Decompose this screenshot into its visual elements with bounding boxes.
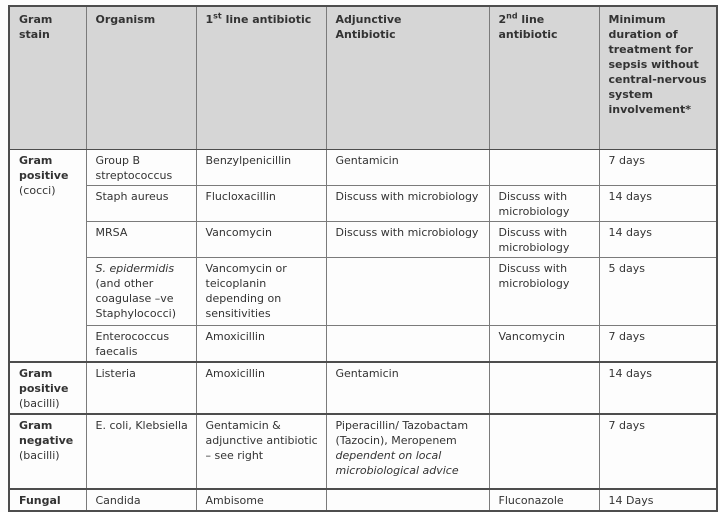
first-line-num: 1: [205, 13, 214, 26]
cell-second-line: Vancomycin: [489, 325, 599, 362]
cell-adjunctive: [326, 414, 489, 489]
cell-second-line: Discuss with microbiology: [489, 221, 599, 257]
cell-first-line: Amoxicillin: [196, 325, 326, 362]
adjunctive-header-label: Adjunctive Antibiotic: [335, 13, 402, 41]
cell-first-line: Gentamicin & adjunctive antibiotic – see right: [196, 414, 326, 489]
first-line-rest: line antibiotic: [221, 13, 312, 26]
cell-organism: Enterococcus faecalis: [86, 325, 196, 362]
cell-duration: 14 days: [599, 221, 717, 257]
table-row-candida: [9, 489, 717, 511]
table-row-e-coli-klebsiella: [9, 414, 717, 489]
header-row: [9, 6, 717, 149]
cell-second-line: [489, 414, 599, 489]
col-header-second-line-antibiotic: [489, 6, 599, 149]
cell-adjunctive: Discuss with microbiology: [326, 221, 489, 257]
gram-stain-qualifier: (bacilli): [19, 448, 60, 462]
cell-duration: 14 days: [599, 362, 717, 414]
cell-organism: [86, 257, 196, 325]
table-row-listeria: [9, 362, 717, 414]
table-row-s-epidermidis: [9, 257, 717, 325]
cell-adjunctive: [326, 489, 489, 511]
cell-gram-stain-gram-positive-bacilli: [9, 362, 86, 414]
cell-organism: MRSA: [86, 221, 196, 257]
col-header-adjunctive-antibiotic: [326, 6, 489, 149]
cell-gram-stain-fungal: [9, 489, 86, 511]
cell-duration: 14 days: [599, 185, 717, 221]
organism-name-rest: (and other coagulase –ve Staphylococci): [95, 276, 177, 320]
adjunctive-text: Piperacillin/ Tazobactam (Tazocin), Meropenem: [335, 418, 469, 447]
antibiotic-guideline-table: [8, 5, 718, 512]
cell-duration: 5 days: [599, 257, 717, 325]
cell-organism: Group B streptococcus: [86, 149, 196, 185]
cell-organism: E. coli, Klebsiella: [86, 414, 196, 489]
second-line-num: 2: [498, 13, 507, 26]
cell-organism: Candida: [86, 489, 196, 511]
cell-second-line: Discuss with microbiology: [489, 185, 599, 221]
gram-stain-name: Fungal: [19, 493, 61, 507]
cell-duration: 7 days: [599, 414, 717, 489]
cell-second-line: [489, 362, 599, 414]
second-line-ordinal-suffix: nd: [506, 11, 518, 21]
second-line-rest: line antibiotic: [498, 13, 558, 41]
cell-first-line: Vancomycin: [196, 221, 326, 257]
cell-adjunctive: Gentamicin: [326, 149, 489, 185]
cell-organism: Listeria: [86, 362, 196, 414]
gram-stain-name: Gram negative: [19, 418, 74, 447]
col-header-organism: Organism: [86, 6, 196, 149]
cell-second-line: [489, 149, 599, 185]
cell-second-line: Fluconazole: [489, 489, 599, 511]
organism-name-italic: S. epidermidis: [95, 261, 175, 275]
cell-adjunctive: Gentamicin: [326, 362, 489, 414]
cell-adjunctive: [326, 325, 489, 362]
cell-duration: 14 Days: [599, 489, 717, 511]
gram-stain-name: Gram positive: [19, 366, 69, 395]
table-row-enterococcus-faecalis: [9, 325, 717, 362]
cell-gram-stain-gram-positive-cocci: [9, 149, 86, 362]
table-row-group-b-streptococcus: [9, 149, 717, 185]
gram-stain-qualifier: (cocci): [19, 183, 56, 197]
cell-gram-stain-gram-negative-bacilli: [9, 414, 86, 489]
cell-first-line: Flucloxacillin: [196, 185, 326, 221]
cell-first-line: Amoxicillin: [196, 362, 326, 414]
gram-stain-name: Gram positive: [19, 153, 69, 182]
cell-second-line: Discuss with microbiology: [489, 257, 599, 325]
cell-first-line: Vancomycin or teicoplanin depending on sensitivities: [196, 257, 326, 325]
table-row-staph-aureus: [9, 185, 717, 221]
cell-organism: Staph aureus: [86, 185, 196, 221]
col-header-gram-stain: Gram stain: [9, 6, 86, 149]
col-header-minimum-duration: Minimum duration of treatment for sepsis without central-nervous system involvement*: [599, 6, 717, 149]
table-row-mrsa: [9, 221, 717, 257]
cell-first-line: Ambisome: [196, 489, 326, 511]
cell-first-line: Benzylpenicillin: [196, 149, 326, 185]
col-header-first-line-antibiotic: [196, 6, 326, 149]
gram-stain-qualifier: (bacilli): [19, 396, 60, 410]
cell-duration: 7 days: [599, 149, 717, 185]
adjunctive-text-italic: dependent on local microbiological advice: [335, 448, 459, 477]
first-line-ordinal-suffix: st: [213, 11, 222, 21]
cell-adjunctive: [326, 257, 489, 325]
cell-duration: 7 days: [599, 325, 717, 362]
cell-adjunctive: Discuss with microbiology: [326, 185, 489, 221]
